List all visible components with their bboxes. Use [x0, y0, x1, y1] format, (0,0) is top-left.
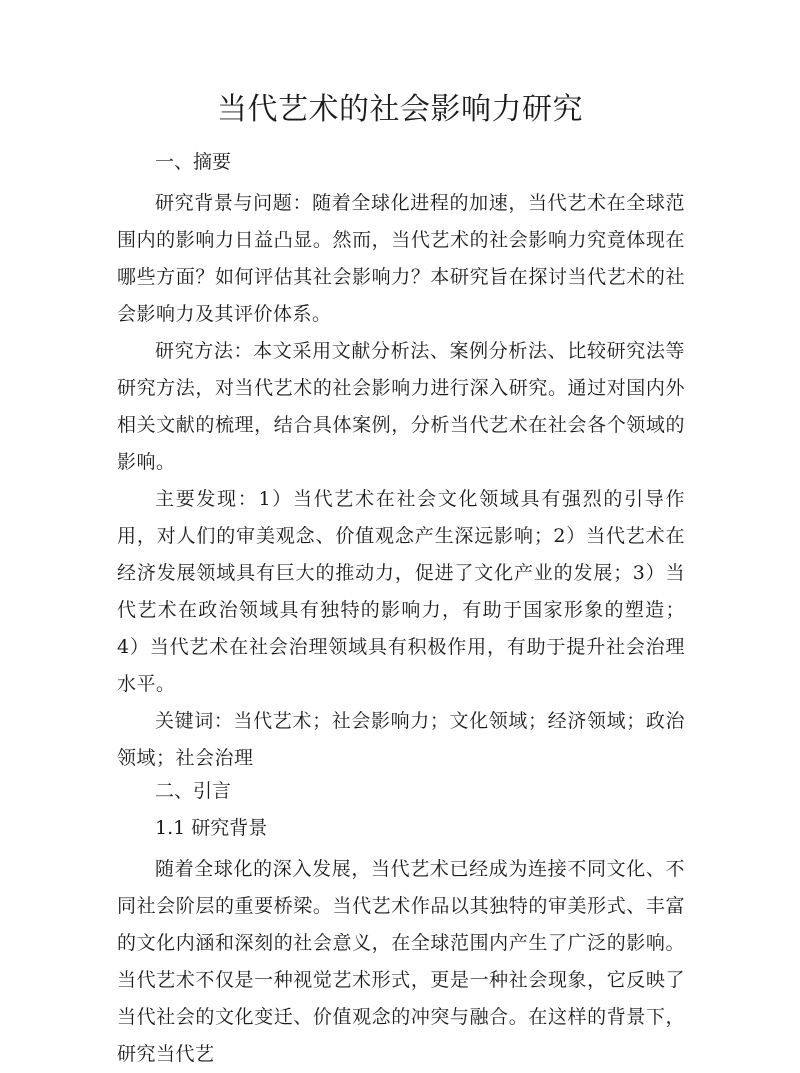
abstract-heading: 一、摘要 [155, 151, 232, 173]
document-body [117, 148, 685, 1073]
abstract-background-paragraph: 研究背景与问题：随着全球化进程的加速，当代艺术在全球范围内的影响力日益凸显。然而，当代艺术的社会影响力究竟体现在哪些方面？如何评估其社会影响力？本研究旨在探讨当代艺术的社会影响力及其评价体系。 [117, 192, 685, 325]
abstract-keywords-paragraph: 关键词：当代艺术；社会影响力；文化领域；经济领域；政治领域；社会治理 [117, 710, 685, 769]
research-background-paragraph: 随着全球化的深入发展，当代艺术已经成为连接不同文化、不同社会阶层的重要桥梁。当代艺术作品以其独特的审美形式、丰富的文化内涵和深刻的社会意义，在全球范围内产生了广泛的影响。当代艺术不仅是一种视觉艺术形式，更是一种社会现象，它反映了当代社会的文化变迁、价值观念的冲突与融合。在这样的背景下，研究当代艺 [117, 858, 685, 1065]
abstract-findings-paragraph: 主要发现：1）当代艺术在社会文化领域具有强烈的引导作用，对人们的审美观念、价值观念产生深远影响；2）当代艺术在经济发展领域具有巨大的推动力，促进了文化产业的发展；3）当代艺术在政治领域具有独特的影响力，有助于国家形象的塑造；4）当代艺术在社会治理领域具有积极作用，有助于提升社会治理水平。 [117, 488, 685, 695]
abstract-methods-paragraph: 研究方法：本文采用文献分析法、案例分析法、比较研究法等研究方法，对当代艺术的社会影响力进行深入研究。通过对国内外相关文献的梳理，结合具体案例，分析当代艺术在社会各个领域的影响。 [117, 340, 685, 473]
document-title: 当代艺术的社会影响力研究 [217, 92, 583, 127]
research-background-subheading: 1.1 研究背景 [155, 817, 268, 839]
introduction-heading: 二、引言 [155, 780, 232, 802]
